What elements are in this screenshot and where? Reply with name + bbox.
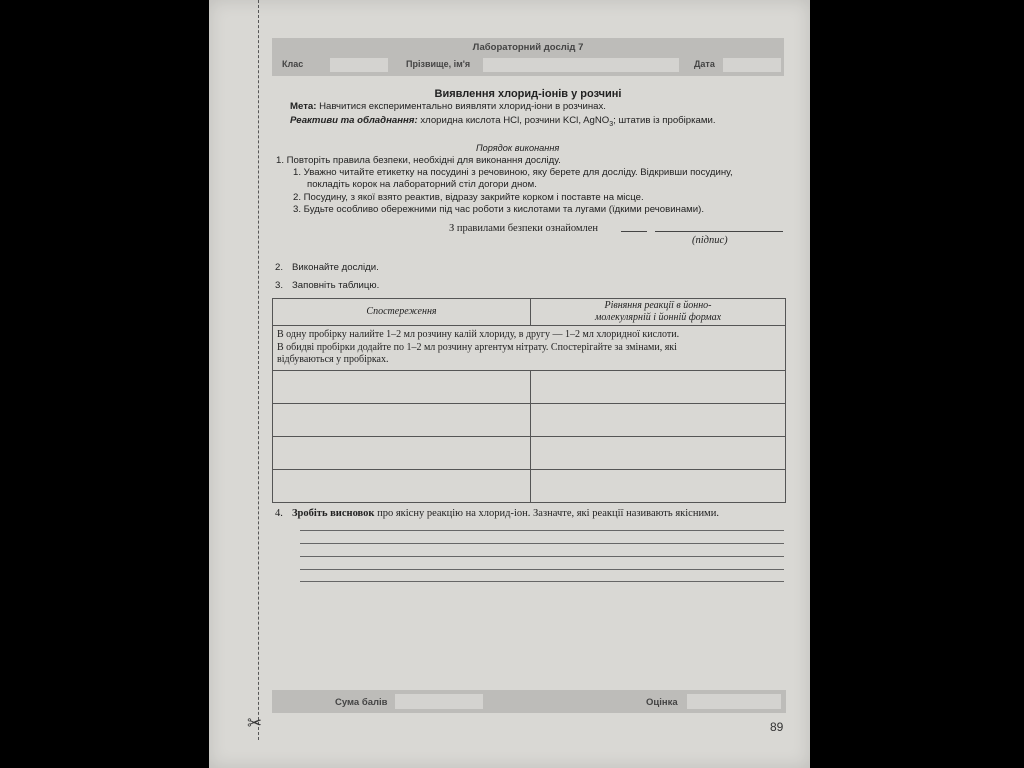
score-label: Сума балів xyxy=(335,697,388,708)
acknowledge-line xyxy=(621,231,647,232)
observation-cell[interactable] xyxy=(273,437,531,470)
goal-line xyxy=(290,101,606,113)
equation-cell[interactable] xyxy=(531,437,786,470)
page-title: Виявлення хлорид-іонів у розчині xyxy=(434,88,622,100)
answer-line[interactable] xyxy=(300,530,784,531)
rule-2: 2. Посудину, з якої взято реактив, відразу закрийте корком і поставте на місце. xyxy=(293,192,644,203)
score-field[interactable] xyxy=(395,694,483,709)
answer-line[interactable] xyxy=(300,556,784,557)
procedure-heading: Порядок виконання xyxy=(476,143,560,153)
step4-num: 4. xyxy=(275,508,283,519)
reagents-tail: ; штатив із пробірками. xyxy=(613,115,716,126)
answer-line[interactable] xyxy=(300,569,784,570)
class-field[interactable] xyxy=(330,58,388,72)
step3-text: Заповніть таблицю. xyxy=(292,280,380,291)
acknowledge-text: З правилами безпеки ознайомлен xyxy=(449,223,599,234)
reagents-sub: 3 xyxy=(609,120,614,128)
signature-line xyxy=(655,231,783,232)
reagents-line xyxy=(290,115,716,131)
step4-line xyxy=(292,508,719,520)
surname-label: Прізвище, ім'я xyxy=(406,59,471,69)
reagents-label: Реактиви та обладнання: xyxy=(290,115,418,126)
table-instruction xyxy=(273,326,786,371)
page-number: 89 xyxy=(770,720,784,734)
rule-1: 1. Уважно читайте етикетку на посудині з речовиною, яку берете для досліду. Відкривши посудину, xyxy=(293,167,733,178)
signature-label: (підпис) xyxy=(692,235,728,246)
observation-table xyxy=(272,298,786,503)
grade-label: Оцінка xyxy=(646,697,678,708)
step2-num: 2. xyxy=(275,262,284,273)
col-observation-header: Спостереження xyxy=(273,299,531,326)
observation-cell[interactable] xyxy=(273,404,531,437)
reagents-text: хлоридна кислота HCl, розчини KCl, AgNO xyxy=(420,115,610,126)
equation-cell[interactable] xyxy=(531,404,786,437)
goal-label: Мета: xyxy=(290,101,317,112)
goal-text: Навчитися експериментально виявляти хлорид-іони в розчинах. xyxy=(319,101,606,112)
answer-line[interactable] xyxy=(300,543,784,544)
col-equation-line2: молекулярній і йонній формах xyxy=(594,312,722,323)
rule-1-cont: покладіть корок на лабораторний стіл догори дном. xyxy=(307,179,537,190)
surname-field[interactable] xyxy=(483,58,679,72)
scissors-icon: ✂ xyxy=(247,713,263,733)
instruction-line-3: відбуваються у пробірках. xyxy=(277,354,389,365)
step4-text: про якісну реакцію на хлорид-іон. Зазначте, які реакції називають якісними. xyxy=(374,508,719,519)
instruction-line-2: В обидві пробірки додайте по 1–2 мл розчину аргентум нітрату. Спостерігайте за змінами, які xyxy=(277,341,677,353)
instruction-line-1: В одну пробірку налийте 1–2 мл розчину калій хлориду, в другу — 1–2 мл хлоридної кислоти. xyxy=(277,329,680,340)
col-equation-line1: Рівняння реакції в йонно- xyxy=(604,300,712,311)
col-equation-header xyxy=(531,299,786,326)
grade-field[interactable] xyxy=(687,694,781,709)
date-field[interactable] xyxy=(723,58,781,72)
observation-cell[interactable] xyxy=(273,470,531,503)
equation-cell[interactable] xyxy=(531,371,786,404)
class-label: Клас xyxy=(282,59,304,69)
step1: 1. Повторіть правила безпеки, необхідні для виконання досліду. xyxy=(276,155,561,166)
step4-bold: Зробіть висновок xyxy=(292,508,375,519)
answer-line[interactable] xyxy=(300,581,784,582)
step2-text: Виконайте досліди. xyxy=(292,262,379,273)
rule-3: 3. Будьте особливо обережними під час роботи з кислотами та лугами (їдкими речовинами). xyxy=(293,204,705,215)
lab-title: Лабораторний дослід 7 xyxy=(472,42,584,53)
cut-line xyxy=(258,0,259,740)
step3-num: 3. xyxy=(275,280,284,291)
equation-cell[interactable] xyxy=(531,470,786,503)
observation-cell[interactable] xyxy=(273,371,531,404)
date-label: Дата xyxy=(694,59,715,69)
